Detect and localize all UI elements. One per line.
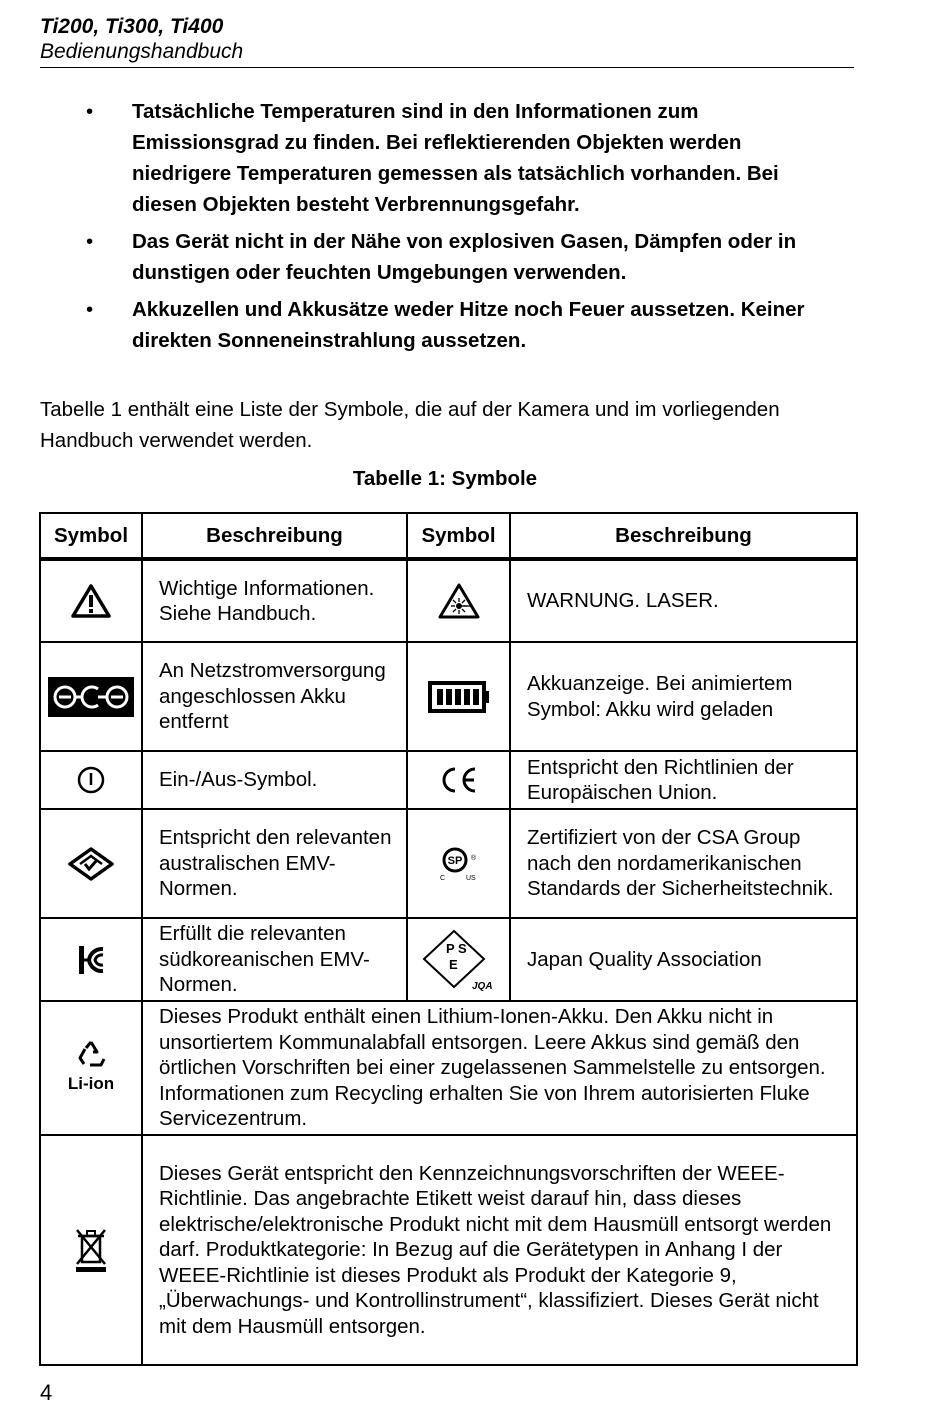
symbol-description: Ein-/Aus-Symbol. (142, 751, 407, 809)
manual-subtitle: Bedienungshandbuch (40, 40, 244, 63)
symbol-description: Dieses Gerät entspricht den Kennzeichnungsvorschriften der WEEE-Richtlinie. Das angebrachte Etikett weist darauf hin, dass dieses elektrische/elektronische Produkt nicht mit dem Hausmüll entsorgt werden darf. Produktkategorie: In Bezug auf die Gerätetypen in Anhang I der WEEE-Richtlinie ist dieses Produkt als Produkt der Kategorie 9, „Überwachungs- und Kontrollinstrument“, klassifiziert. Dieses Gerät nicht mit dem Hausmüll entsorgen. (142, 1135, 857, 1365)
svg-text:P: P (445, 940, 455, 956)
table-header-row (40, 513, 857, 559)
table-row (40, 559, 857, 642)
symbols-table (39, 512, 858, 1366)
li-ion-label: Li-ion (67, 1074, 115, 1094)
laser-warning-icon (437, 582, 481, 620)
column-header: Symbol (40, 513, 142, 559)
pse-mark-icon (412, 927, 506, 993)
list-item: • Tatsächliche Temperaturen sind in den Informationen zum Emissionsgrad zu finden. Bei reflektierenden Objekten werden niedrigere Temperaturen gemessen als tatsächlich vorhanden. Bei diesen Objekten besteht Verbrennungsgefahr. (84, 96, 824, 220)
symbol-description: Dieses Produkt enthält einen Lithium-Ionen-Akku. Den Akku nicht in unsortiertem Kommunalabfall entsorgen. Leere Akkus sind gemäß den örtlichen Vorschriften bei einer zugelassenen Sammelstelle zu entsorgen. Informationen zum Recycling erhalten Sie von Ihrem autorisierten Fluke Servicezentrum. (142, 1001, 857, 1135)
page-header (40, 14, 854, 68)
intro-paragraph: Tabelle 1 enthält eine Liste der Symbole, die auf der Kamera und im vorliegenden Handbuch verwendet werden. (40, 398, 780, 452)
table-row (40, 642, 857, 751)
table-row (40, 918, 857, 1001)
table-row (40, 1135, 857, 1365)
table-row (40, 809, 857, 918)
column-header: Beschreibung (142, 513, 407, 559)
rcm-mark-icon (67, 846, 115, 882)
symbol-description: Wichtige Informationen. Siehe Handbuch. (142, 559, 407, 642)
model-title: Ti200, Ti300, Ti400 (40, 15, 224, 38)
bullet-icon: • (86, 298, 94, 321)
svg-text:®: ® (470, 854, 476, 862)
symbol-description: Japan Quality Association (510, 918, 857, 1001)
warning-list (84, 96, 824, 362)
warning-triangle-icon (70, 583, 112, 619)
svg-text:SP: SP (447, 854, 462, 867)
page-number: 4 (40, 1380, 53, 1405)
list-item: • Das Gerät nicht in der Nähe von explosiven Gasen, Dämpfen oder in dunstigen oder feuchten Umgebungen verwenden. (84, 226, 824, 288)
recycle-icon (75, 1039, 107, 1069)
symbol-description: Zertifiziert von der CSA Group nach den nordamerikanischen Standards der Sicherheitstechnik. (510, 809, 857, 918)
symbol-description: Entspricht den relevanten australischen EMV-Normen. (142, 809, 407, 918)
kc-mark-icon (77, 944, 105, 976)
table-row (40, 751, 857, 809)
svg-text:E: E (448, 956, 458, 972)
svg-text:C: C (439, 874, 445, 882)
svg-text:S: S (457, 940, 467, 956)
bullet-icon: • (86, 230, 94, 253)
symbol-description: An Netzstromversorgung angeschlossen Akku entfernt (142, 642, 407, 751)
column-header: Beschreibung (510, 513, 857, 559)
column-header: Symbol (407, 513, 510, 559)
symbol-description: WARNUNG. LASER. (510, 559, 857, 642)
symbol-description: Entspricht den Richtlinien der Europäischen Union. (510, 751, 857, 809)
list-item: • Akkuzellen und Akkusätze weder Hitze noch Feuer aussetzen. Keiner direkten Sonneneinstrahlung aussetzen. (84, 294, 824, 356)
power-icon (76, 765, 106, 795)
table-row (40, 1001, 857, 1135)
csa-mark-icon (434, 844, 484, 884)
table-caption: Tabelle 1: Symbole (352, 467, 538, 490)
battery-icon (428, 681, 490, 713)
svg-text:JQA: JQA (471, 980, 493, 992)
svg-text:US: US (465, 874, 476, 882)
bullet-icon: • (86, 100, 94, 123)
weee-bin-icon (73, 1227, 109, 1273)
symbol-description: Erfüllt die relevanten südkoreanischen EMV-Normen. (142, 918, 407, 1001)
symbol-description: Akkuanzeige. Bei animiertem Symbol: Akku wird geladen (510, 642, 857, 751)
ac-power-icon (48, 677, 134, 717)
ce-mark-icon (439, 766, 479, 794)
